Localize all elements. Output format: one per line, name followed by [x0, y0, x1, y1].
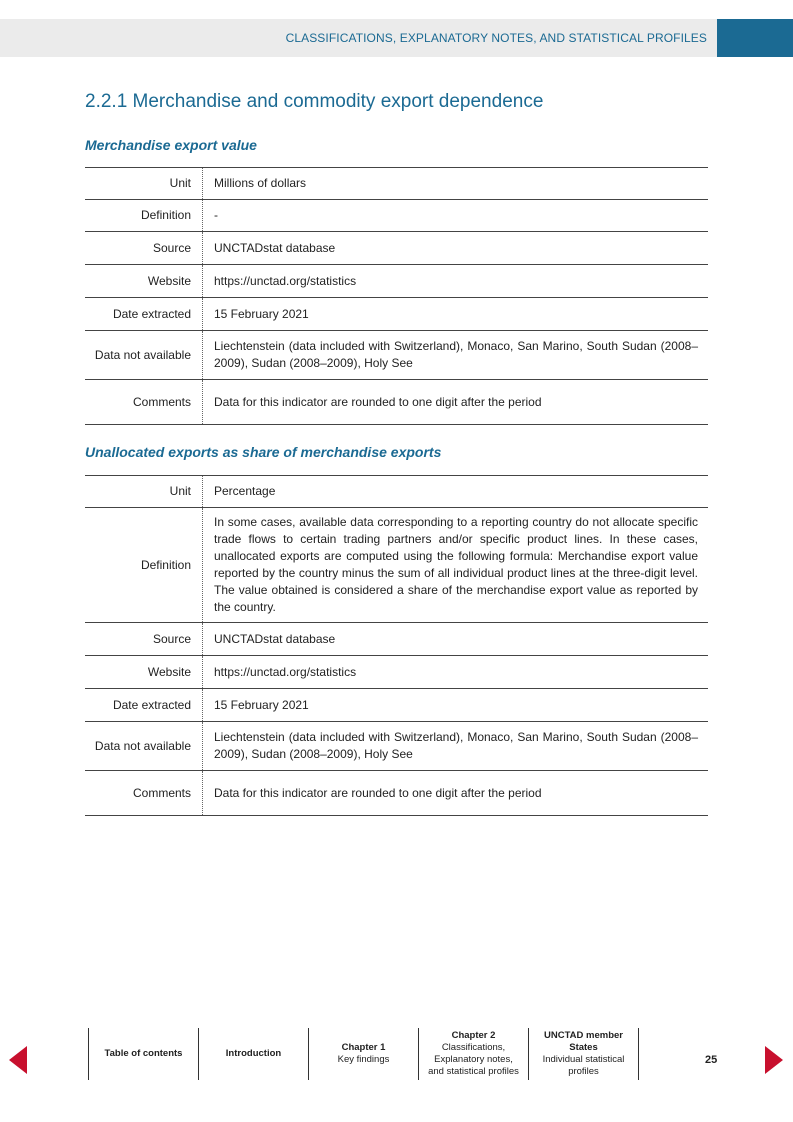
- row-value: Liechtenstein (data included with Switzerland), Monaco, San Marino, South Sudan (2008–2009), Sudan (2008–2009), Holy See: [214, 339, 698, 370]
- row-value: 15 February 2021: [214, 306, 309, 321]
- nav-subtitle: Individual statistical profiles: [542, 1054, 625, 1077]
- indicator-title-unallocated-exports: Unallocated exports as share of merchandise exports: [85, 444, 442, 460]
- table-row: [85, 656, 708, 689]
- nav-title: Chapter 2: [451, 1030, 496, 1041]
- nav-chapter-1[interactable]: [308, 1028, 418, 1080]
- row-value: https://unctad.org/statistics: [214, 273, 357, 288]
- row-value: UNCTADstat database: [214, 240, 336, 255]
- running-header: [0, 19, 717, 57]
- row-value: Millions of dollars: [214, 176, 307, 190]
- table-row: [85, 168, 708, 200]
- row-label: Source: [85, 623, 203, 656]
- table-row: [85, 298, 708, 331]
- row-label: Source: [85, 232, 203, 265]
- page-number: 25: [705, 1054, 718, 1066]
- row-label: Unit: [85, 476, 203, 508]
- table-row: [85, 771, 708, 816]
- table-row: [85, 722, 708, 771]
- row-label: Data not available: [85, 722, 203, 771]
- row-value: Percentage: [214, 484, 276, 498]
- nav-chapter-2[interactable]: [418, 1028, 528, 1080]
- row-label: Date extracted: [85, 689, 203, 722]
- row-label: Website: [85, 265, 203, 298]
- row-value: In some cases, available data corresponding to a reporting country do not allocate specific trade flows to certain trading partners and/or specific product lines. In these cases, unallocated exports are computed using the following formula: Merchandise export value reported by the country minus the sum of all individual product lines at the three-digit level. The value obtained is considered a share of the merchandise export value as reported by the country.: [214, 515, 698, 614]
- header-color-tab: [717, 19, 793, 57]
- nav-title: Chapter 1: [341, 1042, 386, 1053]
- section-title: 2.2.1 Merchandise and commodity export dependence: [85, 91, 544, 112]
- table-row: [85, 200, 708, 232]
- row-value: https://unctad.org/statistics: [214, 664, 357, 679]
- triangle-right-icon[interactable]: [765, 1046, 783, 1074]
- nav-subtitle: Classifications, Explanatory notes, and statistical profiles: [428, 1042, 519, 1077]
- nav-title: UNCTAD member States: [543, 1030, 623, 1053]
- footer-nav: [88, 1028, 639, 1080]
- nav-title: Table of contents: [104, 1048, 183, 1059]
- row-label: Definition: [85, 200, 203, 232]
- row-value: Liechtenstein (data included with Switzerland), Monaco, San Marino, South Sudan (2008–2009), Sudan (2008–2009), Holy See: [214, 730, 698, 761]
- row-label: Data not available: [85, 331, 203, 380]
- row-value: -: [214, 208, 218, 222]
- row-value: Data for this indicator are rounded to one digit after the period: [214, 394, 542, 409]
- triangle-left-icon[interactable]: [9, 1046, 27, 1074]
- indicator-title-merchandise-export-value: Merchandise export value: [85, 137, 257, 153]
- metadata-table-unallocated-exports: [85, 475, 708, 816]
- table-row: [85, 508, 708, 623]
- metadata-table-merchandise-export-value: [85, 167, 708, 425]
- row-label: Comments: [85, 771, 203, 816]
- running-title: CLASSIFICATIONS, EXPLANATORY NOTES, AND STATISTICAL PROFILES: [285, 31, 707, 45]
- row-label: Website: [85, 656, 203, 689]
- table-row: [85, 232, 708, 265]
- nav-table-of-contents[interactable]: [88, 1028, 198, 1080]
- table-row: [85, 476, 708, 508]
- nav-title: Introduction: [225, 1048, 282, 1059]
- table-row: [85, 331, 708, 380]
- nav-member-states[interactable]: [528, 1028, 639, 1080]
- row-value: UNCTADstat database: [214, 631, 336, 646]
- row-value: Data for this indicator are rounded to one digit after the period: [214, 785, 542, 800]
- nav-introduction[interactable]: [198, 1028, 308, 1080]
- row-label: Comments: [85, 380, 203, 425]
- table-row: [85, 623, 708, 656]
- nav-subtitle: Key findings: [337, 1054, 390, 1065]
- row-label: Unit: [85, 168, 203, 200]
- table-row: [85, 380, 708, 425]
- row-label: Definition: [85, 508, 203, 623]
- table-row: [85, 689, 708, 722]
- row-label: Date extracted: [85, 298, 203, 331]
- table-row: [85, 265, 708, 298]
- row-value: 15 February 2021: [214, 697, 309, 712]
